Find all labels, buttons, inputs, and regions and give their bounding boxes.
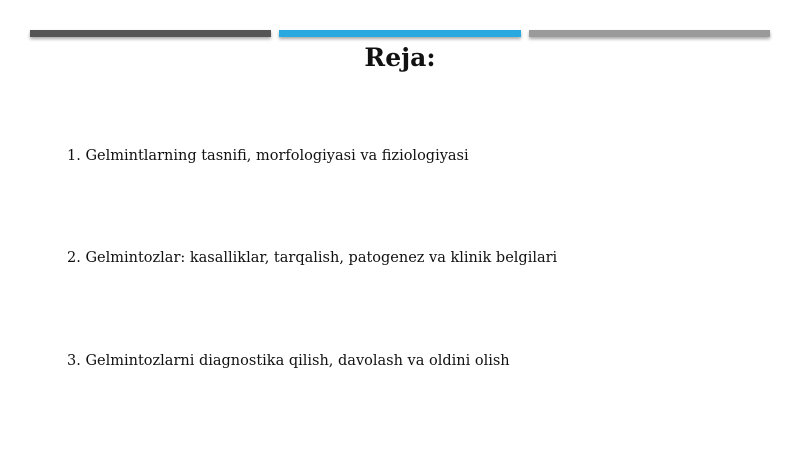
- slide-title: Reja:: [364, 43, 436, 72]
- header-bar-gray: [529, 30, 770, 37]
- plan-item-3: 3. Gelmintozlarni diagnostika qilish, davolash va oldini olish: [67, 353, 510, 369]
- header-bar-blue: [279, 30, 521, 37]
- plan-item-2: 2. Gelmintozlar: kasalliklar, tarqalish, patogenez va klinik belgilari: [67, 250, 558, 266]
- header-bar-dark: [30, 30, 271, 37]
- plan-item-1: 1. Gelmintlarning tasnifi, morfologiyasi va fiziologiyasi: [67, 148, 469, 164]
